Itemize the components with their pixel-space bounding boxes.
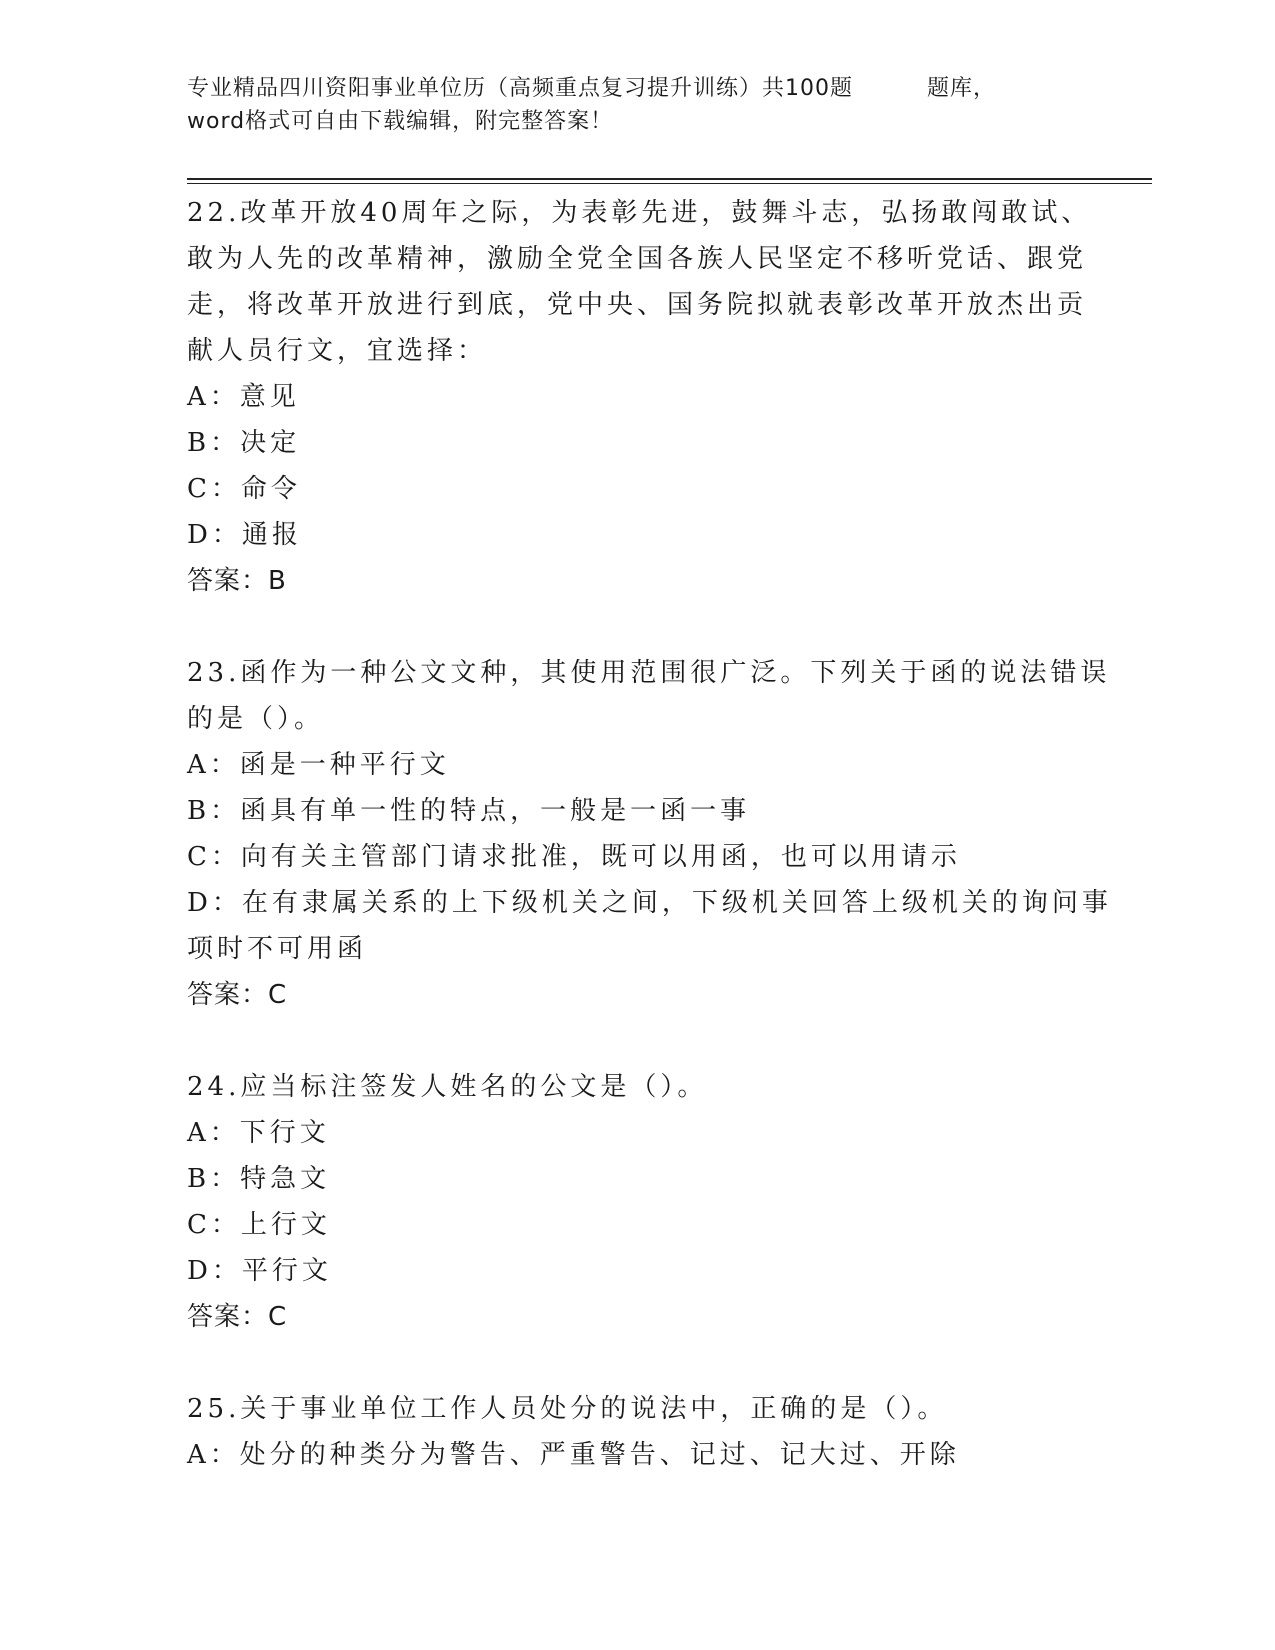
- option-a: A：函是一种平行文: [187, 750, 450, 780]
- document-header: [187, 72, 1067, 138]
- option-d-continued: 项时不可用函: [187, 934, 368, 964]
- option-d: D：平行文: [187, 1256, 332, 1286]
- answer: 答案：B: [187, 566, 287, 596]
- header-title-suffix: 题库，: [927, 76, 997, 101]
- question-stem-line: 25.关于事业单位工作人员处分的说法中，正确的是（）。: [187, 1394, 948, 1424]
- header-line-1: [187, 72, 1067, 105]
- option-b: B：决定: [187, 428, 301, 458]
- option-d: D：在有隶属关系的上下级机关之间，下级机关回答上级机关的询问事: [187, 888, 1112, 918]
- option-c: C：上行文: [187, 1210, 331, 1240]
- option-d: D：通报: [187, 520, 302, 550]
- question-23: [187, 650, 1112, 1018]
- question-25: [187, 1386, 1087, 1478]
- question-22: [187, 190, 1092, 604]
- option-b: B：特急文: [187, 1164, 331, 1194]
- option-c: C：命令: [187, 474, 301, 504]
- option-b: B：函具有单一性的特点，一般是一函一事: [187, 796, 751, 826]
- header-line-2: word格式可自由下载编辑，附完整答案！: [187, 109, 614, 134]
- question-stem-line: 的是（）。: [187, 704, 325, 734]
- option-a: A：意见: [187, 382, 300, 412]
- question-24: [187, 1064, 1087, 1340]
- header-title: 专业精品四川资阳事业单位历（高频重点复习提升训练）共100题: [187, 76, 853, 101]
- header-divider-thin: [187, 183, 1152, 184]
- question-stem-line: 24.应当标注签发人姓名的公文是（）。: [187, 1072, 708, 1102]
- option-a: A：处分的种类分为警告、严重警告、记过、记大过、开除: [187, 1440, 960, 1470]
- question-stem-line: 23.函作为一种公文文种，其使用范围很广泛。下列关于函的说法错误: [187, 658, 1111, 688]
- question-stem-line: 敢为人先的改革精神，激励全党全国各族人民坚定不移听党话、跟党: [187, 244, 1088, 274]
- option-c: C：向有关主管部门请求批准，既可以用函，也可以用请示: [187, 842, 961, 872]
- question-stem-line: 22.改革开放40周年之际，为表彰先进，鼓舞斗志，弘扬敢闯敢试、: [187, 198, 1092, 228]
- question-stem-line: 走，将改革开放进行到底，党中央、国务院拟就表彰改革开放杰出贡: [187, 290, 1088, 320]
- option-a: A：下行文: [187, 1118, 330, 1148]
- header-divider: [187, 178, 1152, 180]
- question-stem-line: 献人员行文，宜选择：: [187, 336, 488, 366]
- answer: 答案：C: [187, 1302, 288, 1332]
- question-list: [187, 190, 1112, 1478]
- answer: 答案：C: [187, 980, 288, 1010]
